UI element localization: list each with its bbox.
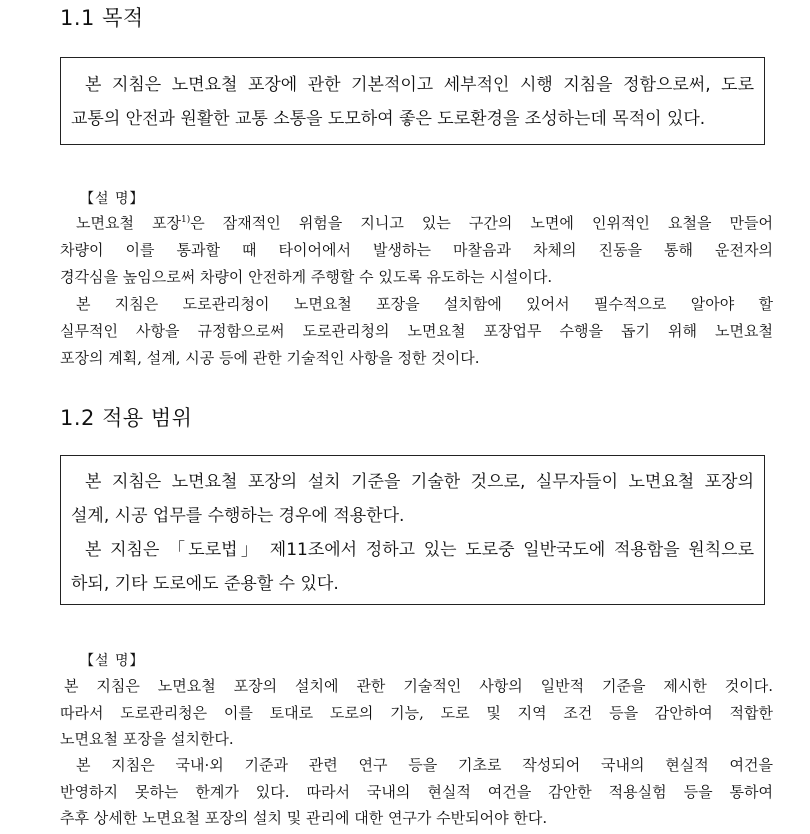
section-title-scope: 1.2 적용 범위 (60, 406, 193, 430)
explanation-heading: 【설 명】 (80, 191, 145, 207)
section-title-purpose: 1.1 목적 (60, 6, 144, 30)
scope-explanation (60, 648, 773, 834)
explanation-text: 은 잠재적인 위험을 지니고 있는 구간의 노면에 인위적인 요철을 만들어 (190, 214, 773, 232)
scope-box-line-3: 본 지침은 「도로법」 제11조에서 정하고 있는 도로중 일반국도에 적용함을 원칙으로 (85, 540, 754, 560)
purpose-explanation (60, 185, 773, 375)
explanation-heading: 【설 명】 (80, 653, 145, 669)
explanation-line: 포장의 계획, 설계, 시공 등에 관한 기술적인 사항을 정한 것이다. (60, 349, 480, 367)
explanation-line: 본 지침은 국내·외 기준과 관련 연구 등을 기초로 작성되어 국내의 현실적 여건을 (76, 756, 773, 774)
purpose-box (60, 57, 765, 145)
purpose-box-line-2: 교통의 안전과 원활한 교통 소통을 도모하여 좋은 도로환경을 조성하는데 목적이 있다. (71, 109, 706, 129)
explanation-line: 차량이 이를 통과할 때 타이어에서 발생하는 마찰음과 차체의 진동을 통해 운전자의 (60, 241, 773, 259)
explanation-line: 노면요철 포장을 설치한다. (60, 730, 234, 748)
scope-box (60, 455, 765, 605)
explanation-line: 본 지침은 도로관리청이 노면요철 포장을 설치함에 있어서 필수적으로 알아야 할 (76, 295, 773, 313)
explanation-line: 실무적인 사항을 규정함으로써 도로관리청의 노면요철 포장업무 수행을 돕기 위해 노면요철 (60, 322, 773, 340)
explanation-line: 반영하지 못하는 한계가 있다. 따라서 국내의 현실적 여건을 감안한 적용실험 등을 통하여 (60, 783, 773, 801)
explanation-text: 노면요철 포장 (76, 214, 181, 232)
purpose-box-line-1: 본 지침은 노면요철 포장에 관한 기본적이고 세부적인 시행 지침을 정함으로써, 도로 (85, 75, 754, 95)
explanation-line: 추후 상세한 노면요철 포장의 설치 및 관리에 대한 연구가 수반되어야 한다. (60, 809, 548, 827)
explanation-line (60, 212, 773, 233)
explanation-line: 본 지침은 노면요철 포장의 설치에 관한 기술적인 사항의 일반적 기준을 제시한 것이다. (64, 677, 773, 695)
scope-box-line-1: 본 지침은 노면요철 포장의 설치 기준을 기술한 것으로, 실무자들이 노면요철 포장의 (85, 472, 754, 492)
scope-box-line-2: 설계, 시공 업무를 수행하는 경우에 적용한다. (71, 506, 405, 526)
explanation-line: 경각심을 높임으로써 차량이 안전하게 주행할 수 있도록 유도하는 시설이다. (60, 268, 553, 286)
scope-box-line-4: 하되, 기타 도로에도 준용할 수 있다. (71, 574, 339, 594)
footnote-marker[interactable]: 1) (181, 215, 191, 225)
explanation-line: 따라서 도로관리청은 이를 토대로 도로의 기능, 도로 및 지역 조건 등을 감안하여 적합한 (60, 704, 773, 722)
